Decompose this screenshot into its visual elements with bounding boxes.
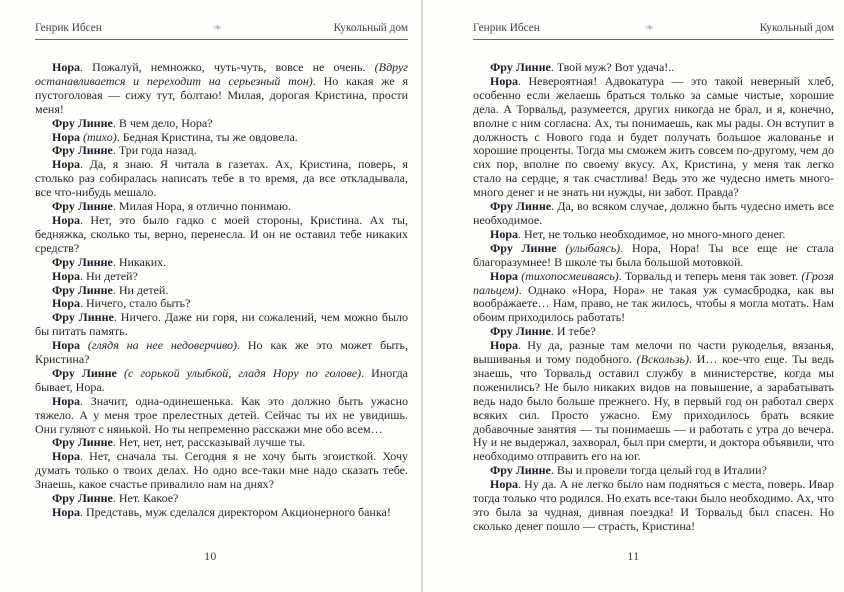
dialogue-paragraph (35, 492, 408, 506)
dialogue-paragraph (35, 436, 408, 450)
dialogue-text: . Пожалуй, немножко, чуть-чуть, вовсе не очень. (80, 60, 375, 74)
stage-direction: (глядя на нее недоверчиво) (87, 338, 238, 353)
dialogue-text: . Ни детей? (80, 268, 138, 283)
speaker-name: Фру Линне (52, 282, 113, 297)
stage-direction: (Вскользь) (636, 352, 689, 367)
header-author: Генрик Ибсен (35, 22, 102, 34)
dialogue-paragraph (473, 464, 834, 478)
dialogue-paragraph (35, 270, 408, 284)
page-header-left (35, 22, 408, 40)
dialogue-text: . Вы и провели тогда целый год в Италии? (550, 463, 767, 478)
dialogue-text: . В чем дело, Нора? (112, 115, 213, 130)
dialogue-paragraph (473, 75, 834, 200)
dialogue-text: . Твой муж? Вот удача!.. (550, 60, 675, 74)
speaker-name: Нора (52, 60, 81, 74)
dialogue-text: . Нет, сначала ты. Сегодня я не хочу быть эгоисткой. Хочу думать только о твоих делах. Но одно все-таки мне надо сказать тебе. Знаешь, какое счастье привалило нам на днях? (35, 449, 408, 492)
dialogue-paragraph (35, 117, 408, 131)
stage-direction: (тихопосмеиваясь) (521, 268, 619, 283)
page-number-left: 10 (204, 551, 217, 563)
dialogue-text: . Но какая же я пустоголовая — сижу тут, болтаю! Милая, дорогая Кристина, прости меня! (35, 73, 408, 116)
speaker-name: Фру Линне (490, 463, 551, 478)
speaker-name: Нора (52, 157, 81, 172)
fleuron-ornament-icon: ❧ (643, 21, 656, 35)
speaker-name: Фру Линне (52, 254, 113, 269)
speaker-name: Нора (490, 477, 519, 492)
speaker-name: Нора (52, 296, 81, 311)
dialogue-text: . Нора, Нора! Ты все еще не стала благоразумнее! В школе ты была большой мотовкой. (473, 240, 834, 269)
dialogue-paragraph (35, 297, 408, 311)
dialogue-text: . Никаких. (112, 254, 167, 269)
dialogue-text: . Представь, муж сделался директором Акционерного банка! (80, 505, 391, 519)
speaker-name: Фру Линне (490, 60, 551, 74)
dialogue-text: . Ничего, стало быть? (80, 296, 191, 311)
dialogue-text: . Да, во всяком случае, должно быть чудесно иметь все необходимое. (473, 199, 834, 227)
dialogue-text: . И… кое-что еще. Ты ведь знаешь, что Торвальд оставил службу в министерстве, когда мы поженились? Не было никаких видов на повышение, а зарабатывать ведь надо было больше прежнего. Ну, в первый год он работал сверх всяких сил. Просто ужасно. Ему приходилось брать всякие добавочные занятия — ты понимаешь — и работать с утра до вечера. Ну и не выдержал, захворал, был при смерти, и доктора объявили, что необходимо отправить его на юг. (473, 352, 835, 464)
speaker-name: Нора (52, 268, 81, 283)
speaker-name: Фру Линне (52, 435, 113, 450)
stage-direction: (Вдруг останавливается и переходит на серьезный тон) (35, 60, 408, 88)
dialogue-text: . Но как же это может быть, Кристина? (35, 338, 408, 367)
speaker-name: Нора (52, 449, 81, 464)
speaker-name: Фру Линне (52, 199, 113, 214)
speaker-name: Нора (490, 226, 519, 241)
dialogue-text: . Однако «Нора, Нора» не такая уж сумасбродка, как вы воображаете… Нам, право, не так жилось, чтобы я могла мотать. Нам обоим приходилось работать! (473, 282, 834, 325)
dialogue-paragraph (35, 214, 408, 256)
speaker-name: Нора (490, 73, 519, 88)
dialogue-paragraph (35, 395, 408, 437)
dialogue-paragraph (35, 131, 408, 145)
speaker-name: Фру Линне (52, 310, 114, 325)
dialogue-paragraph (473, 228, 834, 242)
speaker-name: Фру Линне (490, 240, 557, 255)
speaker-name: Нора (490, 268, 519, 283)
speaker-name: Фру Линне (52, 143, 113, 158)
speaker-name: Фру Линне (52, 115, 113, 130)
stage-direction: (тихо) (83, 129, 117, 144)
dialogue-paragraph (35, 256, 408, 270)
page-header-right (473, 22, 834, 40)
speaker-name: Нора (52, 338, 81, 353)
page-number-right: 11 (627, 551, 640, 563)
dialogue-text: . Нет, нет, нет, рассказывай лучше ты. (112, 435, 306, 450)
dialogue-paragraph (473, 270, 834, 326)
dialogue-paragraph (35, 506, 408, 520)
speaker-name: Нора (490, 338, 519, 353)
dialogue-paragraph (473, 325, 834, 339)
dialogue-text: . Ну да, разные там мелочи по части рукоделья, вязанья, вышиванья и тому подобного. (473, 338, 834, 367)
dialogue-paragraph (35, 284, 408, 298)
dialogue-text: . Ничего. Даже ни горя, ни сожалений, чем можно было бы питать память. (35, 310, 408, 339)
dialogue-paragraph (473, 242, 834, 270)
speaker-name: Нора (52, 212, 81, 227)
book-page-left (0, 0, 421, 592)
header-book-title: Кукольный дом (333, 22, 408, 34)
header-author: Генрик Ибсен (473, 22, 540, 34)
dialogue-paragraph (473, 339, 834, 464)
stage-direction: (Грозя пальцем) (473, 268, 835, 297)
dialogue-text: . Милая Нора, я отлично понимаю. (112, 199, 292, 214)
speaker-name: Нора (52, 505, 81, 519)
dialogue-text: . Невероятная! Адвокатура — это такой неверный хлеб, особенно если желаешь браться только за самые чистые, хорошие дела. А Торвальд, разумеется, других никогда не брал, и я, конечно, вполне с ним согласна. Ах, ты понимаешь, как мы рады. Он вступит в должность с Нового года и будет получать большое жалованье и хорошие проценты. Тогда мы сможем жить совсем по-другому, чем до сих пор, вполне по своему вкусу. Ах, Кристина, у меня так легко стало на сердце, я так счастлива! Ведь это же чудесно иметь много-много денег и не знать ни нужды, ни забот. Правда? (473, 73, 834, 200)
book-page-right (423, 0, 844, 592)
dialogue-text: . Три года назад. (112, 143, 197, 158)
dialogue-text: . И тебе? (550, 324, 596, 339)
stage-direction: (с горькой улыбкой, гладя Нору по голове) (123, 365, 362, 380)
fleuron-ornament-icon: ❧ (211, 21, 224, 35)
dialogue-paragraph (35, 158, 408, 200)
dialogue-text: . Значит, одна-одинешенька. Как это должно быть ужасно тяжело. А у меня трое прелестных детей. Сейчас ты их не увидишь. Они гуляют с нянькой. Но ты непременно расскажи мне обо всем… (35, 393, 408, 436)
speaker-name: Фру Линне (490, 324, 551, 339)
dialogue-paragraph (473, 478, 834, 534)
dialogue-text: . Ни детей. (112, 282, 169, 297)
dialogue-text: . Иногда бывает, Нора. (35, 365, 409, 394)
dialogue-text: . Нет, это было гадко с моей стороны, Кристина. Ах ты, бедняжка, сколько ты, верно, перенесла. И он не оставил тебе никаких средств? (35, 212, 408, 255)
dialogue-text (80, 338, 88, 352)
dialogue-text: . Ну да. А не легко было нам подняться с места, поверь. Ивар тогда только что родился. Но ехать все-таки было необходимо. Ах, что это была за чудная, дивная поездка! И Торвальд был спасен. Но сколько денег пошло — страсть, Кристина! (473, 477, 835, 533)
dialogue-text: . Торвальд и теперь меня так зовет. (618, 268, 802, 283)
dialogue-text: . Нет. Какое? (112, 491, 179, 506)
dialogue-paragraph (473, 200, 834, 228)
dialogue-text: . Нет, не только необходимое, но много-много денег. (518, 226, 786, 241)
speaker-name: Нора (52, 129, 81, 144)
dialogue-paragraph (35, 367, 408, 395)
dialogue-paragraph (35, 144, 408, 158)
speaker-name: Фру Линне (52, 491, 113, 506)
stage-direction: (улыбаясь) (565, 240, 621, 255)
dialogue-paragraph (35, 311, 408, 339)
speaker-name: Нора (52, 393, 81, 408)
dialogue-paragraph (35, 450, 408, 492)
dialogue-text: . Бедная Кристина, ты же овдовела. (116, 129, 298, 144)
dialogue-text: . Да, я знаю. Я читала в газетах. Ах, Кристина, поверь, я столько раз собиралась написать тебе в то время, да все откладывала, все что-нибудь мешало. (35, 157, 408, 200)
speaker-name: Фру Линне (490, 199, 552, 214)
page-text-left (35, 61, 408, 520)
speaker-name: Фру Линне (52, 365, 117, 380)
dialogue-paragraph (35, 200, 408, 214)
dialogue-text (117, 366, 124, 380)
dialogue-paragraph (473, 61, 834, 75)
page-text-right (473, 61, 834, 534)
dialogue-paragraph (35, 61, 408, 117)
dialogue-paragraph (35, 339, 408, 367)
header-book-title: Кукольный дом (759, 22, 834, 34)
